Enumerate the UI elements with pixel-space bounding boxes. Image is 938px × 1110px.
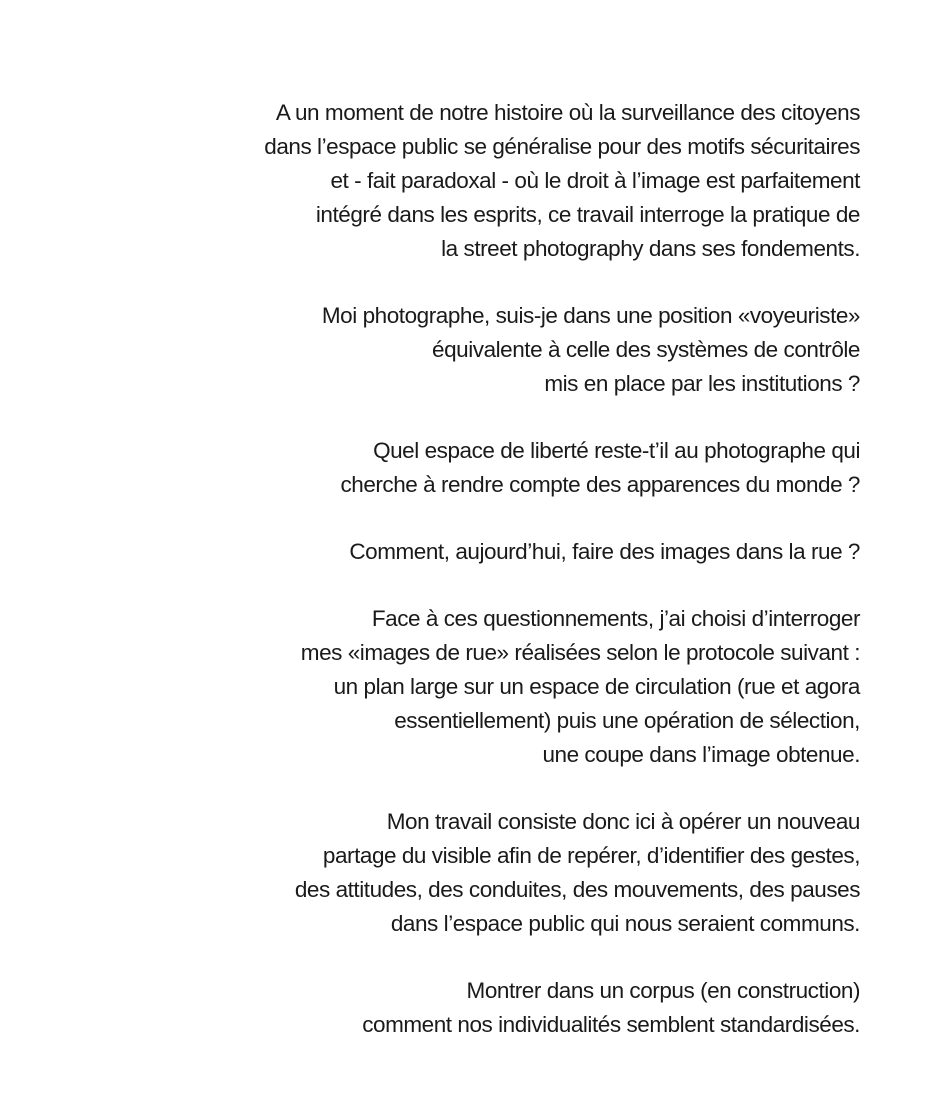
text-line: Face à ces questionnements, j’ai choisi d’interroger	[371, 606, 860, 631]
text-line: dans l’espace public qui nous seraient communs.	[390, 911, 860, 936]
text-line: A un moment de notre histoire où la surveillance des citoyens	[275, 100, 860, 125]
paragraph-surveillance	[120, 96, 860, 266]
text-line: mes «images de rue» réalisées selon le protocole suivant :	[300, 640, 860, 665]
text-line: essentiellement) puis une opération de sélection,	[394, 708, 860, 733]
paragraph-street-question	[120, 535, 860, 569]
paragraph-freedom-question	[120, 434, 860, 502]
text-line: mis en place par les institutions ?	[544, 371, 860, 396]
paragraph-corpus	[120, 974, 860, 1042]
text-line: Mon travail consiste donc ici à opérer un nouveau	[386, 809, 860, 834]
text-line: une coupe dans l’image obtenue.	[542, 742, 860, 767]
text-line: Quel espace de liberté reste-t’il au photographe qui	[373, 438, 860, 463]
text-line: partage du visible afin de repérer, d’identifier des gestes,	[322, 843, 860, 868]
text-line: Comment, aujourd’hui, faire des images dans la rue ?	[349, 539, 860, 564]
text-line: Moi photographe, suis-je dans une position «voyeuriste»	[321, 303, 860, 328]
text-line: comment nos individualités semblent standardisées.	[362, 1012, 860, 1037]
text-line: cherche à rendre compte des apparences du monde ?	[340, 472, 860, 497]
text-line: un plan large sur un espace de circulation (rue et agora	[333, 674, 860, 699]
text-line: et - fait paradoxal - où le droit à l’image est parfaitement	[330, 168, 860, 193]
text-line: Montrer dans un corpus (en construction)	[466, 978, 860, 1003]
artist-statement	[120, 96, 860, 1042]
text-line: dans l’espace public se généralise pour des motifs sécuritaires	[264, 134, 860, 159]
paragraph-visible-sharing	[120, 805, 860, 941]
text-line: la street photography dans ses fondements.	[441, 236, 860, 261]
paragraph-protocol	[120, 602, 860, 772]
text-line: intégré dans les esprits, ce travail interroge la pratique de	[315, 202, 860, 227]
text-line: des attitudes, des conduites, des mouvements, des pauses	[294, 877, 860, 902]
paragraph-voyeur-question	[120, 299, 860, 401]
text-line: équivalente à celle des systèmes de contrôle	[432, 337, 860, 362]
